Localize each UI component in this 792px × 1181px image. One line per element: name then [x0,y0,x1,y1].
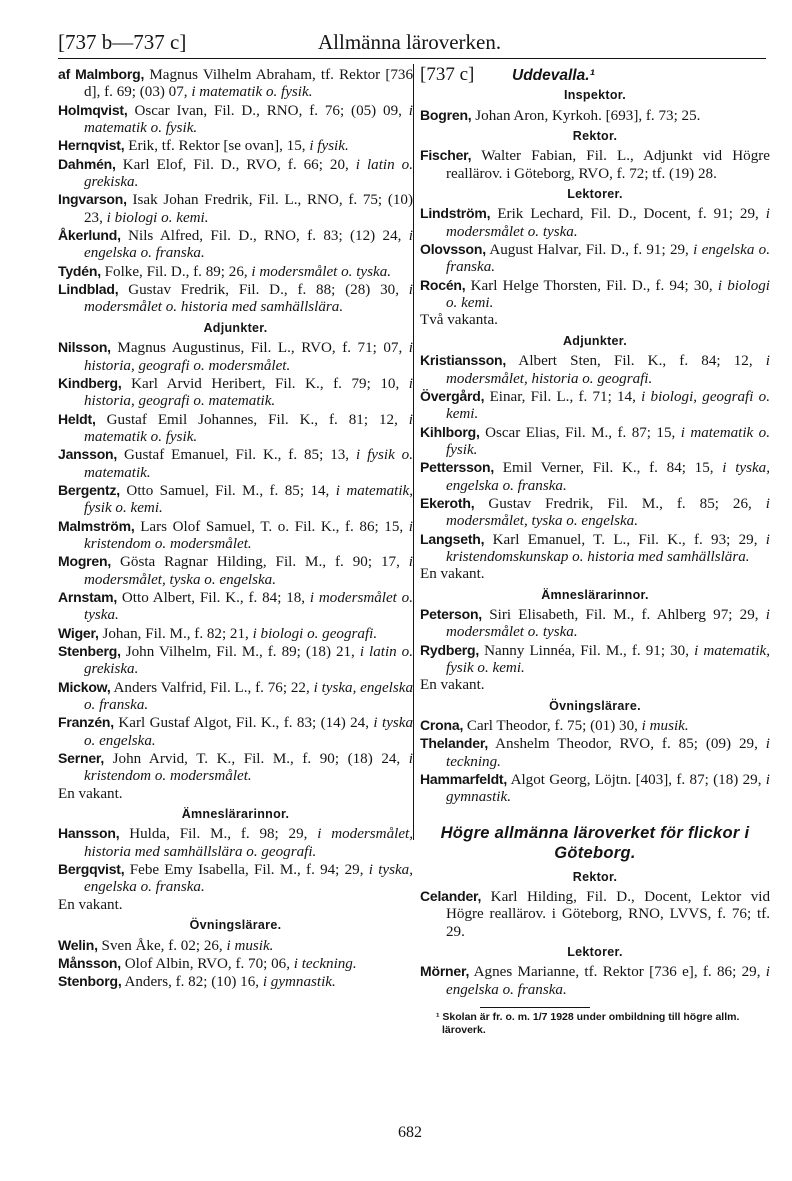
staff-details: Gustaf Emil Johannes, Fil. K., f. 81; 12, [95,411,409,428]
staff-name: Peterson, [420,605,482,622]
teaching-subjects: i gymnastik. [262,974,336,991]
teaching-subjects: i modersmålet o. tyska. [84,589,413,624]
staff-entry [420,352,770,388]
staff-details: Anshelm Theodor, RVO, f. 85; (09) 29, [488,736,766,753]
staff-name: Welin, [58,936,98,953]
teaching-subjects: i fysik o. matematik. [84,447,413,481]
staff-name: Langseth, [420,530,485,547]
teaching-subjects: i latin o. grekiska. [84,156,413,191]
staff-entry [58,973,413,991]
staff-entry [58,861,413,897]
staff-details: Karl Elof, Fil. D., RVO, f. 66; 20, [115,156,356,173]
staff-name: Kindberg, [58,374,122,391]
footnote-rule [480,1007,590,1008]
teaching-subjects: i tyska, engelska o. franska. [446,460,770,494]
staff-name: Heldt, [58,410,96,427]
vacancy-note: En vakant. [58,785,123,802]
school-section-header [420,66,770,84]
staff-name: Franzén, [58,714,114,731]
staff-entry [420,277,770,313]
staff-details: Nanny Linnéa, Fil. M., f. 91; 30, [479,642,695,659]
staff-details: Anders Valfrid, Fil. L., f. 76; 22, [110,679,314,696]
teaching-subjects: i gymnastik. [446,772,770,806]
staff-entry [420,388,770,424]
teaching-subjects: i matematik o. fysik. [84,102,413,137]
teaching-subjects: i musik. [226,937,274,954]
staff-details: Oscar Ivan, Fil. D., RNO, f. 76; (05) 09, [127,102,409,119]
staff-entry [58,482,413,518]
teaching-subjects: i biologi, geografi o. kemi. [446,388,770,423]
staff-details: Gösta Ragnar Hilding, Fil. M., f. 90; 17, [111,554,409,571]
staff-details: Emil Verner, Fil. K., f. 84; 15, [494,460,723,477]
section-heading: Rektor. [572,129,618,144]
teaching-subjects: i matematik o. fysik. [191,84,313,101]
staff-name: af Malmborg, [58,66,145,82]
teaching-subjects: i biologi o. kemi. [106,209,209,226]
staff-name: Thelander, [420,735,489,752]
teaching-subjects: i matematik o. fysik. [446,424,770,458]
staff-entry [58,625,413,643]
staff-name: Bergentz, [58,481,120,498]
section-heading: Övningslärare. [549,698,641,713]
staff-name: Kristiansson, [420,352,507,369]
staff-entry [58,825,413,861]
staff-name: Pettersson, [420,459,495,476]
staff-entry [58,191,413,227]
teaching-subjects: i biologi o. kemi. [446,277,770,312]
teaching-subjects: i kristendom o. modersmålet. [84,518,413,552]
staff-name: Ingvarson, [58,191,127,208]
staff-name: Wiger, [58,624,99,641]
staff-entry [420,531,770,567]
staff-name: Mogren, [58,553,112,570]
section-heading: Adjunkter. [562,333,628,348]
staff-details: Hulda, Fil. M., f. 98; 29, [119,826,318,843]
staff-name: Holmqvist, [58,101,128,118]
staff-details: Albert Sten, Fil. K., f. 84; 12, [506,353,766,370]
staff-entry [58,102,413,138]
staff-entry [58,589,413,625]
staff-entry [58,679,413,715]
section-code: [737 c] [420,64,475,85]
staff-details: Johan, Fil. M., f. 82; 21, [98,625,253,642]
section-heading: Ämneslärarinnor. [541,587,649,602]
staff-entry [420,642,770,678]
teaching-subjects: i biologi o. geografi. [252,625,378,642]
staff-entry [58,643,413,679]
staff-details: Algot Georg, Löjtn. [403], f. 87; (18) 29, [507,772,766,789]
staff-name: Jansson, [58,446,118,463]
staff-details: Gustav Fredrik, Fil. M., f. 85; 26, [474,495,766,512]
staff-details: Siri Elisabeth, Fil. M., f. Ahlberg 97; 29, [482,606,766,623]
staff-name: Bogren, [420,106,472,123]
section-heading: Lektorer. [567,187,623,202]
section-heading: Övningslärare. [189,918,282,933]
staff-name: Serner, [58,750,105,767]
teaching-subjects: i teckning. [293,955,357,972]
staff-details: John Vilhelm, Fil. M., f. 89; (18) 21, [120,644,360,660]
staff-details: Folke, Fil. D., f. 89; 26, [100,263,252,280]
staff-details: Olof Albin, RVO, f. 70; 06, [120,955,294,972]
teaching-subjects: i modersmålet o. historia med samhällslära. [84,282,413,316]
staff-entry [58,937,413,955]
staff-details: Otto Albert, Fil. K., f. 84; 18, [117,589,310,606]
teaching-subjects: i musik. [641,718,689,735]
column-separator [413,64,414,840]
teaching-subjects: i modersmålet, historia o. geografi. [446,353,770,387]
vacancy-note: Två vakanta. [420,312,498,329]
footnote: ¹ Skolan är fr. o. m. 1/7 1928 under ombildning till högre allm. läroverk. [436,1011,740,1037]
staff-entry [58,714,413,750]
staff-details: Sven Åke, f. 02; 26, [97,937,227,954]
staff-entry [420,459,770,495]
staff-details: John Arvid, T. K., Fil. M., f. 90; (18) 24, [104,751,409,768]
staff-entry [420,107,770,125]
staff-name: Kihlborg, [420,423,480,440]
teaching-subjects: i modersmålet o. tyska. [251,263,392,280]
vacancy-note: En vakant. [58,896,123,913]
teaching-subjects: i fysik. [309,138,349,155]
staff-entry [420,495,770,531]
staff-entry [58,281,413,317]
staff-name: Rydberg, [420,641,480,658]
page-range-header: [737 b—737 c] [58,30,187,54]
staff-details: Karl Gustaf Algot, Fil. K., f. 83; (14) 24, [113,715,374,732]
teaching-subjects: i latin o. grekiska. [84,644,413,678]
teaching-subjects: i teckning. [446,736,770,770]
staff-details: Karl Arvid Heribert, Fil. K., f. 79; 10, [121,375,409,392]
staff-entry [58,955,413,973]
staff-details: Agnes Marianne, tf. Rektor [736 e], f. 86; 29, [469,964,766,981]
staff-name: Rocén, [420,276,466,293]
staff-details: Carl Theodor, f. 75; (01) 30, [463,718,642,735]
staff-entry [58,263,413,281]
staff-name: Åkerlund, [58,227,121,244]
staff-details: Magnus Vilhelm Abraham, tf. Rektor [736 d], f. 69; (03) 07, [84,67,414,101]
staff-name: Mörner, [420,963,470,980]
staff-name: Stenberg, [58,643,121,659]
staff-entry [420,963,770,999]
teaching-subjects: i modersmålet, tyska o. engelska. [84,554,413,588]
staff-name: Tydén, [58,262,101,279]
staff-entry [420,735,770,771]
teaching-subjects: i engelska o. franska. [84,228,413,262]
staff-name: Hansson, [58,825,120,842]
staff-entry [58,411,413,447]
staff-details: Einar, Fil. L., f. 71; 14, [484,388,642,405]
staff-entry [420,424,770,460]
staff-details: Gustaf Emanuel, Fil. K., f. 85; 13, [117,447,356,464]
staff-name: Arnstam, [58,588,118,605]
staff-name: Crona, [420,717,464,734]
staff-entry [58,553,413,589]
staff-details: Lars Olof Samuel, T. o. Fil. K., f. 86; 15, [134,518,409,535]
staff-details: Magnus Augustinus, Fil. L., RVO, f. 71; 07, [110,340,409,357]
staff-details: Erik, tf. Rektor [se ovan], 15, [124,138,310,155]
staff-name: Stenborg, [58,973,122,990]
teaching-subjects: i tyska, engelska o. franska. [84,679,413,714]
staff-details: Erik Lechard, Fil. D., Docent, f. 91; 29, [490,206,766,223]
staff-name: Dahmén, [58,155,116,172]
staff-name: Bergqvist, [58,861,125,878]
teaching-subjects: i modersmålet, historia med samhällslära o. geografi. [84,826,413,860]
teaching-subjects: i tyska, engelska o. franska. [84,862,413,896]
staff-entry [58,446,413,482]
vacancy-note: En vakant. [420,566,485,583]
staff-details: Walter Fabian, Fil. L., Adjunkt vid Högre reallärov. i Göteborg, RVO, f. 72; tf. (19) 28. [446,148,770,182]
staff-details: Otto Samuel, Fil. M., f. 85; 14, [120,482,336,499]
section-heading: Lektorer. [567,945,623,960]
staff-details: Johan Aron, Kyrkoh. [693], f. 73; 25. [471,107,701,124]
teaching-subjects: i engelska o. franska. [446,964,770,998]
section-heading: Rektor. [572,869,618,884]
staff-entry [58,518,413,554]
staff-name: Ekeroth, [420,494,475,511]
school-title: Högre allmänna läroverket för flickor i Göteborg. [440,823,750,862]
staff-details: Nils Alfred, Fil. D., RNO, f. 83; (12) 24, [120,228,409,245]
staff-name: Mickow, [58,678,111,695]
staff-name: Övergård, [420,387,485,404]
teaching-subjects: i historia, geografi o. modersmålet. [84,340,413,374]
running-title: Allmänna läroverken. [318,30,502,54]
page-number: 682 [398,1124,422,1141]
teaching-subjects: i historia, geografi o. matematik. [84,375,413,410]
section-heading: Adjunkter. [203,320,268,335]
staff-details: Febe Emy Isabella, Fil. M., f. 94; 29, [124,862,369,879]
staff-entry [420,888,770,941]
teaching-subjects: i kristendomskunskap o. historia med samhällslära. [446,531,770,565]
teaching-subjects: i kristendom o. modersmålet. [84,751,413,785]
teaching-subjects: i modersmålet o. tyska. [446,206,770,240]
section-heading: Inspektor. [563,88,627,103]
staff-entry [58,339,413,375]
staff-name: Malmström, [58,517,135,534]
section-heading: Ämneslärarinnor. [181,807,290,822]
teaching-subjects: i matematik, fysik o. kemi. [446,642,770,676]
staff-details: Karl Emanuel, T. L., Fil. K., f. 93; 29, [484,531,766,548]
staff-name: Månsson, [58,954,121,971]
staff-entry [420,241,770,277]
staff-name: Lindblad, [58,281,119,298]
staff-name: Hernqvist, [58,137,125,154]
staff-details: Karl Hilding, Fil. D., Docent, Lektor vid Högre reallärov. i Göteborg, RNO, LVVS, f. 76; tf. 29. [446,889,770,940]
staff-details: August Halvar, Fil. D., f. 91; 29, [485,242,694,259]
staff-details: Oscar Elias, Fil. M., f. 87; 15, [479,424,681,441]
vacancy-note: En vakant. [420,677,485,694]
staff-details: Gustav Fredrik, Fil. D., f. 88; (28) 30, [118,282,409,299]
staff-name: Fischer, [420,147,472,164]
staff-entry [58,156,413,192]
teaching-subjects: i engelska o. franska. [446,242,770,276]
school-town-title: Uddevalla.¹ [512,67,595,84]
header-rule [58,58,766,59]
staff-entry [58,750,413,786]
teaching-subjects: i tyska o. engelska. [84,715,414,749]
staff-details: Anders, f. 82; (10) 16, [121,974,263,991]
staff-name: Celander, [420,888,482,905]
staff-entry [58,375,413,411]
left-column [58,66,413,992]
teaching-subjects: i matematik, fysik o. kemi. [84,482,413,517]
staff-name: Nilsson, [58,339,111,356]
teaching-subjects: i modersmålet o. tyska. [446,606,770,641]
staff-entry [420,717,770,735]
staff-details: Karl Helge Thorsten, Fil. D., f. 94; 30, [465,277,718,294]
staff-entry [420,606,770,642]
staff-entry [420,205,770,241]
teaching-subjects: i modersmålet, tyska o. engelska. [446,495,770,530]
staff-name: Lindström, [420,205,491,222]
staff-name: Olovsson, [420,241,486,258]
staff-details: Isak Johan Fredrik, Fil. L., RNO, f. 75; (10) 23, [84,192,413,226]
staff-entry [58,227,413,263]
staff-name: Hammarfeldt, [420,771,508,788]
staff-entry [58,137,413,155]
staff-entry [420,147,770,183]
teaching-subjects: i matematik o. fysik. [84,411,413,445]
right-column [420,66,770,1037]
staff-entry [58,66,413,102]
staff-entry [420,771,770,807]
